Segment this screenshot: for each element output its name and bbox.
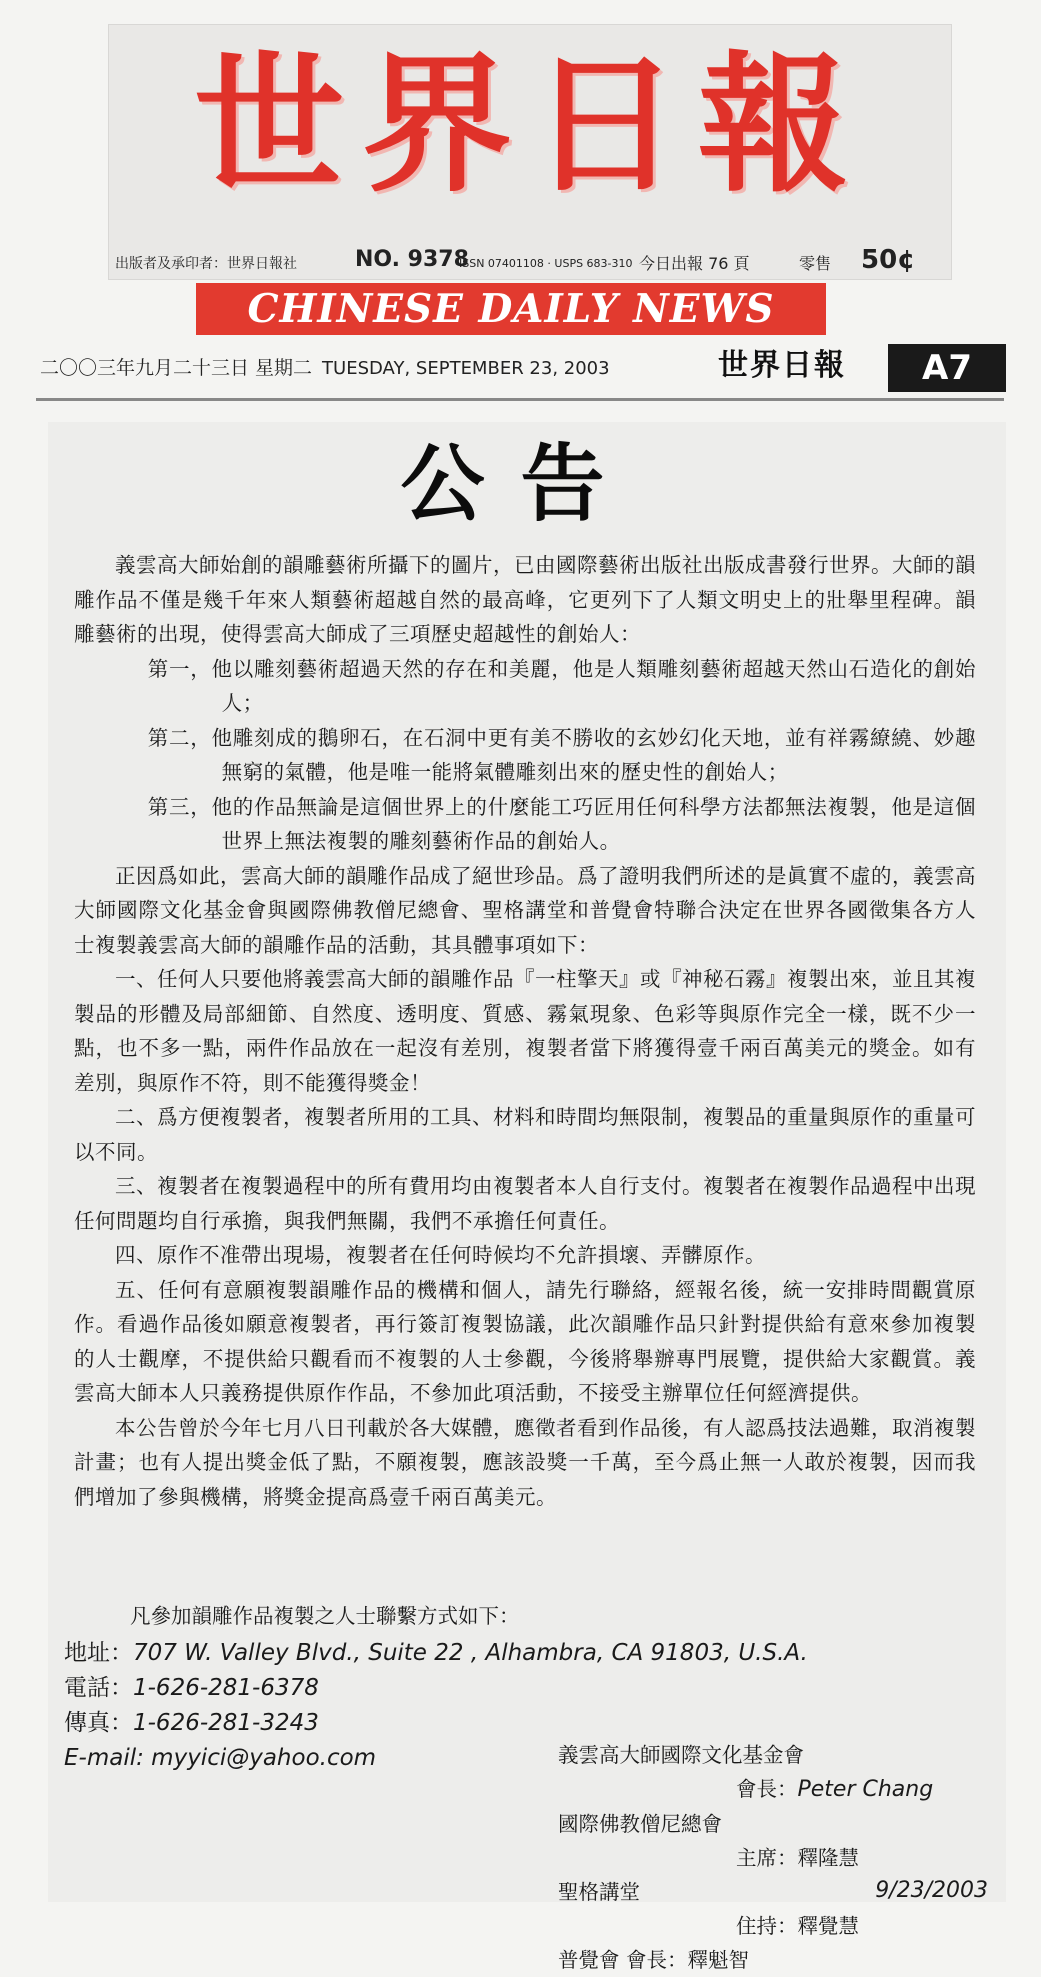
notice-headline: 公告 (400, 435, 641, 533)
intro-paragraph: 義雲高大師始創的韻雕藝術所攝下的圖片，已由國際藝術出版社出版成書發行世界。大師的韻雕作品不僅是幾千年來人類藝術超越自然的最高峰，它更列下了人類文明史上的壯舉里程碑。韻雕藝術的出現，使得雲高大師成了三項歷史超越性的創始人： (74, 553, 976, 646)
english-date: TUESDAY, SEPTEMBER 23, 2003 (322, 358, 610, 379)
first-item: 第一，他以雕刻藝術超過天然的存在和美麗，他是人類雕刻藝術超越天然山石造化的創始人； (147, 656, 976, 715)
rule-1: 一、任何人只要他將義雲高大師的韻雕作品『一柱擎天』或『神秘石霧』複製出來，並且其複製品的形體及局部細節、自然度、透明度、質感、霧氣現象、色彩等與原作完全一樣，既不少一點，也不多一點，兩件作品放在一起沒有差別，複製者當下將獲得壹千兩百萬美元的獎金。如有差別，與原作不符，則不能獲得獎金！ (74, 967, 976, 1095)
notice-date: 9/23/2003 (875, 1878, 988, 1903)
org-1-title: 會長：Peter Chang (736, 1777, 934, 1802)
org-1-person: Peter Chang (797, 1777, 934, 1802)
phone-label: 電話： (64, 1675, 133, 1701)
contact-intro: 凡參加韻雕作品複製之人士聯繫方式如下： (130, 1604, 520, 1628)
address-label: 地址： (64, 1640, 133, 1666)
chinese-date: 二〇〇三年九月二十三日 星期二 (40, 357, 313, 379)
email-label: E-mail: (64, 1745, 152, 1771)
address-value: 707 W. Valley Blvd., Suite 22 , Alhambra, CA 91803, U.S.A. (133, 1640, 808, 1666)
divider (36, 398, 1004, 401)
page-number-tag: A7 (888, 344, 1006, 392)
masthead (108, 24, 952, 280)
price: 50¢ (861, 245, 916, 275)
third-item: 第三，他的作品無論是這個世界上的什麼能工巧匠用任何科學方法都無法複製，他是這個世界上無法複製的雕刻藝術作品的創始人。 (147, 794, 976, 853)
phone-value: 1-626-281-6378 (133, 1675, 319, 1701)
newspaper-logo: 世界日報 (193, 39, 866, 213)
fax-label: 傳真： (64, 1710, 133, 1736)
issn-text: ISSN 07401108 · USPS 683-310 (459, 257, 633, 270)
second-item: 第二，他雕刻成的鵝卵石，在石洞中更有美不勝收的玄妙幻化天地，並有祥霧繚繞、妙趣無窮的氣體，他是唯一能將氣體雕刻出來的歷史性的創始人； (147, 725, 976, 784)
rule-2: 二、爲方便複製者，複製者所用的工具、材料和時間均無限制，複製品的重量與原作的重量可以不同。 (74, 1105, 976, 1164)
phone-line (64, 1671, 319, 1705)
email-value: myyici@yahoo.com (151, 1745, 377, 1771)
fax-value: 1-626-281-3243 (133, 1710, 319, 1736)
date-line (40, 352, 660, 384)
fax-line (64, 1706, 319, 1740)
email-line (64, 1741, 376, 1775)
closing-paragraph: 本公告曾於今年七月八日刊載於各大媒體，應徵者看到作品後，有人認爲技法過難，取消複製計畫；也有人提出獎金低了點，不願複製，應該設獎一千萬，至今爲止無一人敢於複製，因而我們增加了參與機構，將獎金提高爲壹千兩百萬美元。 (74, 1415, 976, 1509)
org-2: 國際佛教僧尼總會 (558, 1812, 722, 1836)
rule-5: 五、任何有意願複製韻雕作品的機構和個人，請先行聯絡，經報名後，統一安排時間觀賞原作。看過作品後如願意複製者，再行簽訂複製協議，此次韻雕作品只針對提供給有意來參加複製的人士觀摩，不提供給只觀看而不複製的人士參觀，今後將舉辦專門展覽，提供給大家觀賞。義雲高大師本人只義務提供原作作品，不參加此項活動，不接受主辦單位任何經濟提供。 (74, 1277, 976, 1405)
org-1: 義雲高大師國際文化基金會 (558, 1743, 804, 1767)
page-count: 今日出報 76 頁 (639, 254, 750, 273)
masthead-info-line (109, 247, 951, 277)
english-name-banner: CHINESE DAILY NEWS (196, 283, 826, 335)
organizations-block (558, 1738, 1008, 1977)
rule-3: 三、複製者在複製過程中的所有費用均由複製者本人自行支付。複製者在複製作品過程中出現任何問題均自行承擔，與我們無關，我們不承擔任何責任。 (74, 1174, 976, 1233)
issue-number: NO. 9378 (355, 247, 469, 272)
org-3-title: 住持：釋覺慧 (736, 1914, 859, 1938)
rule-4: 四、原作不准帶出現場，複製者在任何時候均不允許損壞、弄髒原作。 (115, 1243, 766, 1267)
price-label: 零售 (799, 254, 832, 273)
address-line (64, 1636, 808, 1670)
notice-body (74, 548, 976, 1514)
org-4: 普覺會 會長：釋魁智 (558, 1948, 750, 1972)
org-3: 聖格講堂 (558, 1880, 640, 1904)
publisher-text: 出版者及承印者：世界日報社 (115, 256, 297, 272)
org-2-title: 主席：釋隆慧 (736, 1846, 859, 1870)
small-logo: 世界日報 (718, 348, 846, 383)
middle-paragraph: 正因爲如此，雲高大師的韻雕作品成了絕世珍品。爲了證明我們所述的是眞實不虛的，義雲高大師國際文化基金會與國際佛教僧尼總會、聖格講堂和普覺會特聯合決定在世界各國徵集各方人士複製義雲高大師的韻雕作品的活動，其具體事項如下： (74, 863, 976, 957)
